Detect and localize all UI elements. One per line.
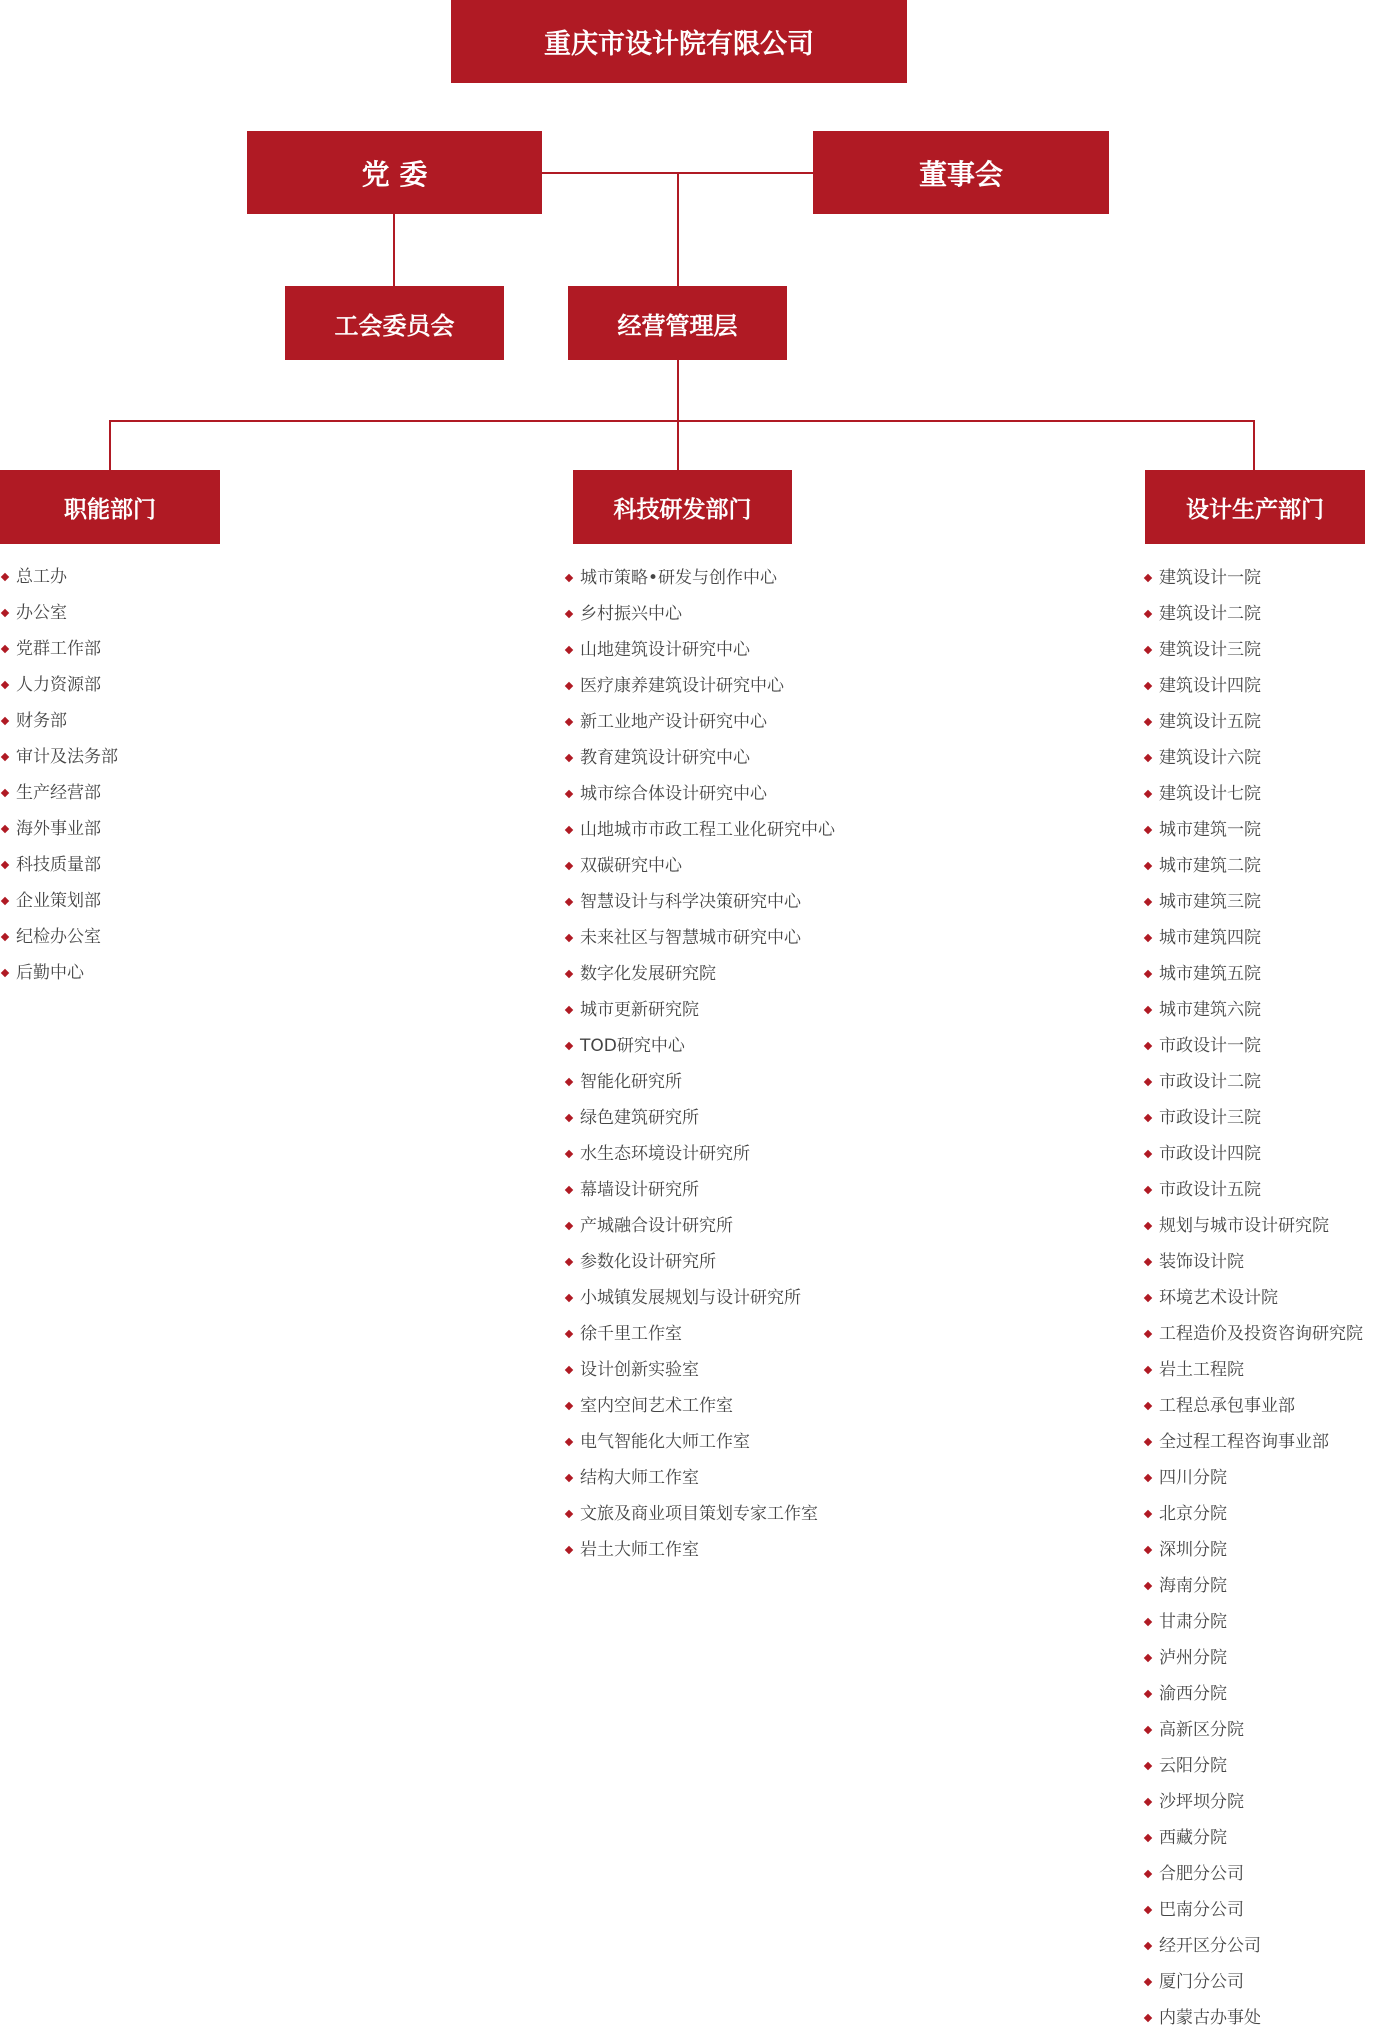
connector-departments-bus (109, 420, 1255, 422)
functional-dept-item: 企业策划部 (0, 883, 118, 919)
design-dept-item: 建筑设计六院 (1143, 740, 1363, 776)
design-dept-item: 泸州分院 (1143, 1640, 1363, 1676)
rnd-dept-label: 科技研发部门 (613, 496, 752, 523)
rnd-dept-box (573, 470, 792, 544)
design-dept-item: 巴南分公司 (1143, 1892, 1363, 1928)
rnd-dept-item: TOD研究中心 (564, 1028, 835, 1064)
design-dept-item: 全过程工程咨询事业部 (1143, 1424, 1363, 1460)
functional-dept-item: 总工办 (0, 559, 118, 595)
rnd-dept-list (564, 560, 835, 1568)
rnd-dept-item: 结构大师工作室 (564, 1460, 835, 1496)
rnd-dept-item: 城市更新研究院 (564, 992, 835, 1028)
rnd-dept-item: 山地城市市政工程工业化研究中心 (564, 812, 835, 848)
rnd-dept-item: 小城镇发展规划与设计研究所 (564, 1280, 835, 1316)
functional-dept-item: 党群工作部 (0, 631, 118, 667)
connector-design (1253, 420, 1255, 470)
rnd-dept-item: 智能化研究所 (564, 1064, 835, 1100)
design-dept-label: 设计生产部门 (1186, 496, 1324, 523)
functional-dept-item: 纪检办公室 (0, 919, 118, 955)
rnd-dept-item: 设计创新实验室 (564, 1352, 835, 1388)
rnd-dept-item: 产城融合设计研究所 (564, 1208, 835, 1244)
design-dept-item: 城市建筑四院 (1143, 920, 1363, 956)
rnd-dept-item: 教育建筑设计研究中心 (564, 740, 835, 776)
design-dept-item: 环境艺术设计院 (1143, 1280, 1363, 1316)
design-dept-item: 城市建筑六院 (1143, 992, 1363, 1028)
design-dept-item: 渝西分院 (1143, 1676, 1363, 1712)
design-dept-list (1143, 560, 1363, 2036)
design-dept-item: 建筑设计七院 (1143, 776, 1363, 812)
design-dept-item: 市政设计四院 (1143, 1136, 1363, 1172)
connector-functional (109, 420, 111, 470)
design-dept-item: 规划与城市设计研究院 (1143, 1208, 1363, 1244)
management-label: 经营管理层 (617, 311, 738, 340)
rnd-dept-item: 文旅及商业项目策划专家工作室 (564, 1496, 835, 1532)
board-label: 董事会 (918, 157, 1003, 191)
rnd-dept-item: 山地建筑设计研究中心 (564, 632, 835, 668)
design-dept-item: 厦门分公司 (1143, 1964, 1363, 2000)
functional-dept-box (0, 470, 220, 544)
functional-dept-label: 职能部门 (64, 496, 156, 523)
design-dept-item: 城市建筑一院 (1143, 812, 1363, 848)
rnd-dept-item: 幕墙设计研究所 (564, 1172, 835, 1208)
design-dept-item: 城市建筑三院 (1143, 884, 1363, 920)
functional-dept-item: 科技质量部 (0, 847, 118, 883)
rnd-dept-item: 双碳研究中心 (564, 848, 835, 884)
design-dept-box (1145, 470, 1365, 544)
union-label: 工会委员会 (334, 311, 455, 340)
rnd-dept-item: 室内空间艺术工作室 (564, 1388, 835, 1424)
rnd-dept-item: 绿色建筑研究所 (564, 1100, 835, 1136)
design-dept-item: 装饰设计院 (1143, 1244, 1363, 1280)
design-dept-item: 建筑设计二院 (1143, 596, 1363, 632)
design-dept-item: 甘肃分院 (1143, 1604, 1363, 1640)
design-dept-item: 经开区分公司 (1143, 1928, 1363, 1964)
connector-top-management (677, 173, 679, 286)
union-box (285, 286, 504, 360)
rnd-dept-item: 城市综合体设计研究中心 (564, 776, 835, 812)
design-dept-item: 合肥分公司 (1143, 1856, 1363, 1892)
management-box (568, 286, 787, 360)
design-dept-item: 深圳分院 (1143, 1532, 1363, 1568)
rnd-dept-item: 城市策略•研发与创作中心 (564, 560, 835, 596)
design-dept-item: 城市建筑五院 (1143, 956, 1363, 992)
company-name: 重庆市设计院有限公司 (544, 29, 814, 60)
rnd-dept-item: 乡村振兴中心 (564, 596, 835, 632)
design-dept-item: 建筑设计三院 (1143, 632, 1363, 668)
design-dept-item: 内蒙古办事处 (1143, 2000, 1363, 2036)
design-dept-item: 建筑设计一院 (1143, 560, 1363, 596)
design-dept-item: 工程总承包事业部 (1143, 1388, 1363, 1424)
design-dept-item: 北京分院 (1143, 1496, 1363, 1532)
rnd-dept-item: 医疗康养建筑设计研究中心 (564, 668, 835, 704)
connector-management-departments (677, 360, 679, 470)
functional-dept-item: 审计及法务部 (0, 739, 118, 775)
design-dept-item: 市政设计二院 (1143, 1064, 1363, 1100)
design-dept-item: 海南分院 (1143, 1568, 1363, 1604)
functional-dept-item: 办公室 (0, 595, 118, 631)
rnd-dept-item: 水生态环境设计研究所 (564, 1136, 835, 1172)
connector-party-union (393, 214, 395, 286)
rnd-dept-item: 岩土大师工作室 (564, 1532, 835, 1568)
rnd-dept-item: 徐千里工作室 (564, 1316, 835, 1352)
company-box (451, 0, 907, 83)
design-dept-item: 建筑设计五院 (1143, 704, 1363, 740)
functional-dept-item: 生产经营部 (0, 775, 118, 811)
design-dept-item: 沙坪坝分院 (1143, 1784, 1363, 1820)
design-dept-item: 市政设计一院 (1143, 1028, 1363, 1064)
design-dept-item: 工程造价及投资咨询研究院 (1143, 1316, 1363, 1352)
design-dept-item: 城市建筑二院 (1143, 848, 1363, 884)
functional-dept-list (0, 559, 118, 991)
rnd-dept-item: 数字化发展研究院 (564, 956, 835, 992)
board-box (813, 131, 1109, 214)
rnd-dept-item: 未来社区与智慧城市研究中心 (564, 920, 835, 956)
rnd-dept-item: 智慧设计与科学决策研究中心 (564, 884, 835, 920)
design-dept-item: 市政设计五院 (1143, 1172, 1363, 1208)
rnd-dept-item: 电气智能化大师工作室 (564, 1424, 835, 1460)
design-dept-item: 西藏分院 (1143, 1820, 1363, 1856)
functional-dept-item: 后勤中心 (0, 955, 118, 991)
party-committee-box (247, 131, 542, 214)
design-dept-item: 岩土工程院 (1143, 1352, 1363, 1388)
functional-dept-item: 财务部 (0, 703, 118, 739)
party-committee-label: 党 委 (361, 157, 428, 191)
design-dept-item: 市政设计三院 (1143, 1100, 1363, 1136)
design-dept-item: 高新区分院 (1143, 1712, 1363, 1748)
functional-dept-item: 人力资源部 (0, 667, 118, 703)
design-dept-item: 云阳分院 (1143, 1748, 1363, 1784)
rnd-dept-item: 新工业地产设计研究中心 (564, 704, 835, 740)
rnd-dept-item: 参数化设计研究所 (564, 1244, 835, 1280)
design-dept-item: 建筑设计四院 (1143, 668, 1363, 704)
functional-dept-item: 海外事业部 (0, 811, 118, 847)
design-dept-item: 四川分院 (1143, 1460, 1363, 1496)
